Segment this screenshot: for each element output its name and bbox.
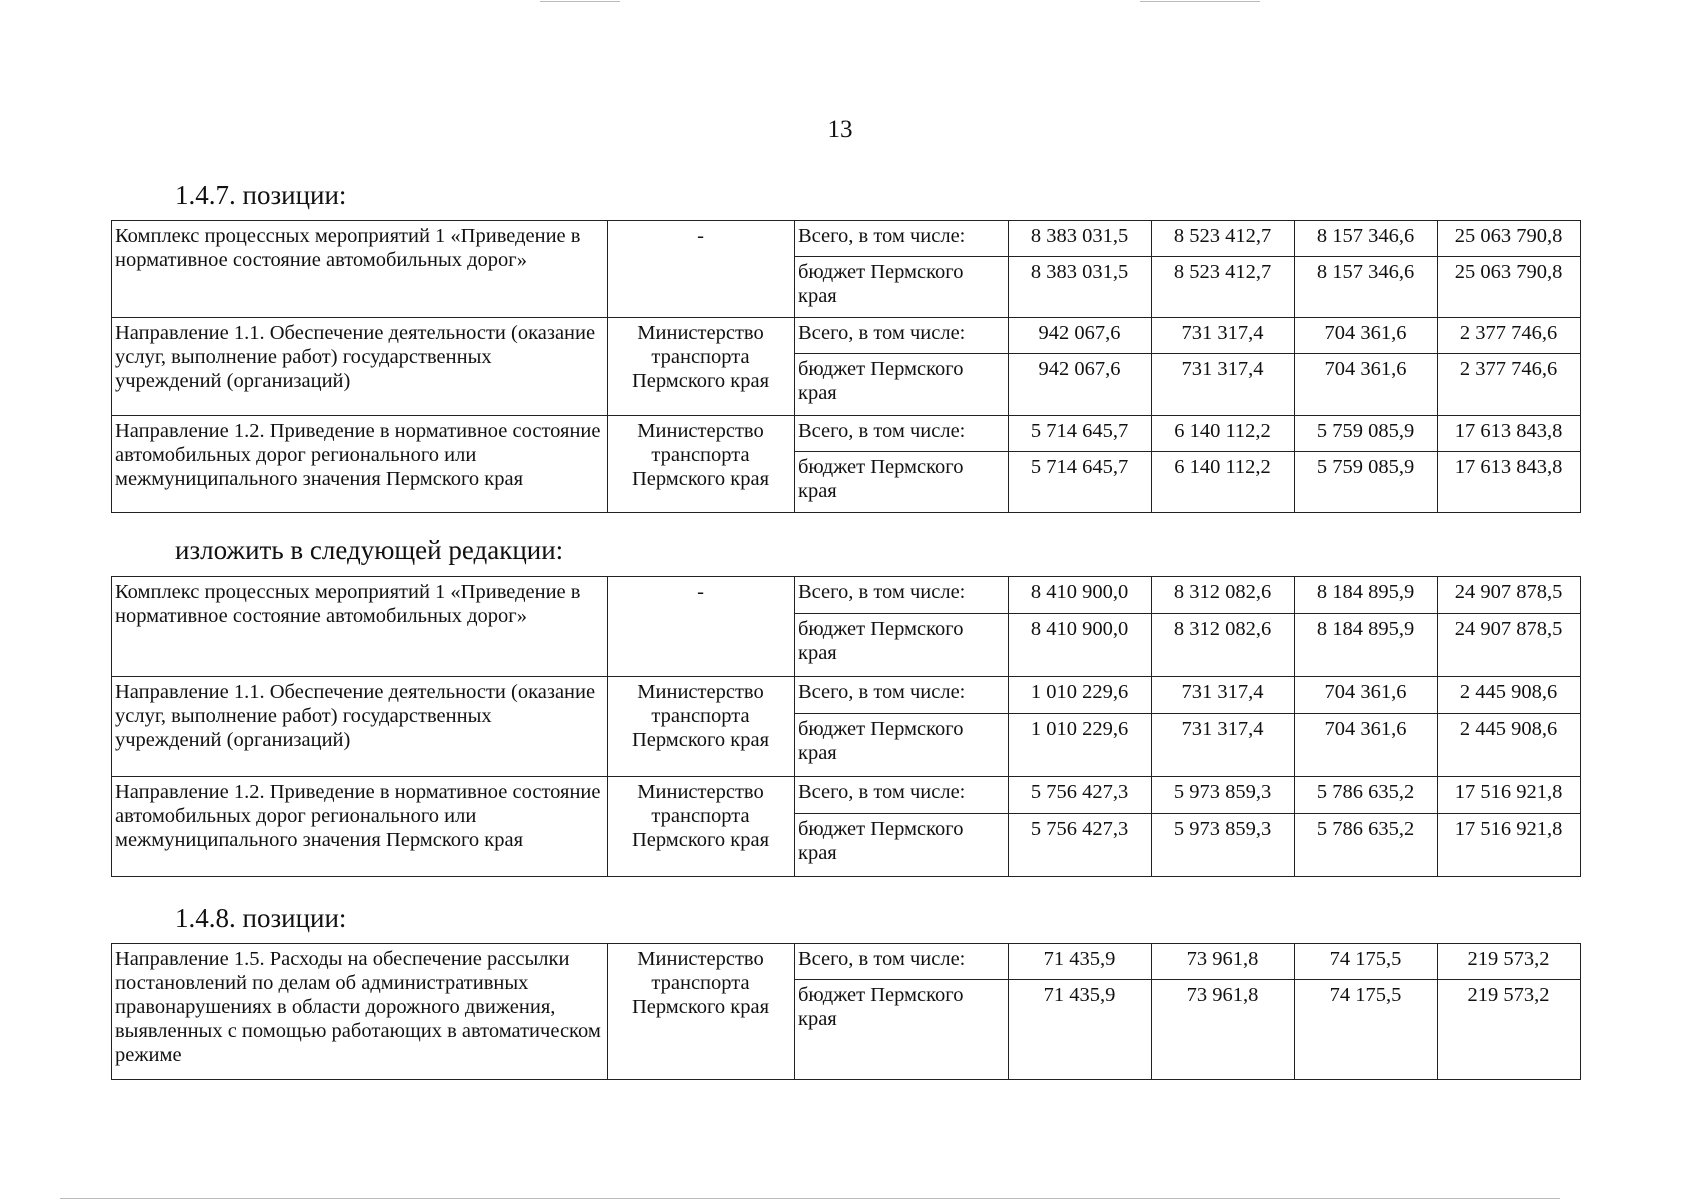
section-heading-1-4-7: 1.4.7. позиции: [175,180,347,210]
budget-label: бюджет Пермского края [795,814,1009,877]
value-cell: 2 445 908,6 [1438,714,1581,777]
total-label: Всего, в том числе: [795,944,1009,980]
row-responsible: - [608,221,795,318]
value-cell: 5 786 635,2 [1295,814,1438,877]
total-label: Всего, в том числе: [795,577,1009,614]
value-cell: 8 312 082,6 [1152,614,1295,677]
budget-label: бюджет Пермского края [795,354,1009,416]
value-cell: 731 317,4 [1152,354,1295,416]
value-cell: 24 907 878,5 [1438,577,1581,614]
row-name: Направление 1.2. Приведение в нормативное состояние автомобильных дорог регионального или межмуниципального значения Пермского края [112,777,608,877]
value-cell: 1 010 229,6 [1009,714,1152,777]
value-cell: 8 312 082,6 [1152,577,1295,614]
value-cell: 8 523 412,7 [1152,221,1295,257]
row-name: Направление 1.1. Обеспечение деятельности (оказание услуг, выполнение работ) государственных учреждений (организаций) [112,677,608,777]
value-cell: 8 410 900,0 [1009,577,1152,614]
value-cell: 219 573,2 [1438,980,1581,1080]
table-row [112,677,1581,714]
value-cell: 8 157 346,6 [1295,221,1438,257]
value-cell: 8 523 412,7 [1152,257,1295,318]
value-cell: 71 435,9 [1009,944,1152,980]
value-cell: 17 613 843,8 [1438,452,1581,513]
value-cell: 5 759 085,9 [1295,452,1438,513]
value-cell: 704 361,6 [1295,318,1438,354]
value-cell: 6 140 112,2 [1152,452,1295,513]
total-label: Всего, в том числе: [795,318,1009,354]
value-cell: 219 573,2 [1438,944,1581,980]
budget-label: бюджет Пермского края [795,714,1009,777]
value-cell: 5 973 859,3 [1152,814,1295,877]
table-row [112,416,1581,452]
value-cell: 942 067,6 [1009,354,1152,416]
row-name: Направление 1.2. Приведение в нормативное состояние автомобильных дорог регионального или межмуниципального значения Пермского края [112,416,608,513]
table-row [112,221,1581,257]
scan-artifact [1140,1,1260,2]
value-cell: 8 410 900,0 [1009,614,1152,677]
value-cell: 25 063 790,8 [1438,221,1581,257]
value-cell: 24 907 878,5 [1438,614,1581,677]
table-row [112,944,1581,980]
page-number: 13 [827,116,853,143]
value-cell: 5 714 645,7 [1009,452,1152,513]
value-cell: 5 714 645,7 [1009,416,1152,452]
value-cell: 1 010 229,6 [1009,677,1152,714]
value-cell: 17 516 921,8 [1438,814,1581,877]
row-responsible: - [608,577,795,677]
value-cell: 74 175,5 [1295,944,1438,980]
value-cell: 6 140 112,2 [1152,416,1295,452]
value-cell: 704 361,6 [1295,354,1438,416]
value-cell: 5 756 427,3 [1009,814,1152,877]
value-cell: 74 175,5 [1295,980,1438,1080]
value-cell: 5 759 085,9 [1295,416,1438,452]
row-responsible: Министерство транспорта Пермского края [608,677,795,777]
value-cell: 73 961,8 [1152,980,1295,1080]
value-cell: 2 377 746,6 [1438,318,1581,354]
row-responsible: Министерство транспорта Пермского края [608,416,795,513]
table-row [112,577,1581,614]
value-cell: 8 184 895,9 [1295,577,1438,614]
budget-label: бюджет Пермского края [795,257,1009,318]
budget-label: бюджет Пермского края [795,452,1009,513]
value-cell: 8 383 031,5 [1009,257,1152,318]
row-responsible: Министерство транспорта Пермского края [608,944,795,1080]
value-cell: 942 067,6 [1009,318,1152,354]
table-row [112,318,1581,354]
value-cell: 8 383 031,5 [1009,221,1152,257]
value-cell: 704 361,6 [1295,677,1438,714]
value-cell: 17 516 921,8 [1438,777,1581,814]
value-cell: 731 317,4 [1152,318,1295,354]
row-name: Направление 1.5. Расходы на обеспечение рассылки постановлений по делам об административных правонарушениях в области дорожного движения, выявленных с помощью работающих в автоматическом режиме [112,944,608,1080]
table-1-4-8-positions [111,943,1581,1080]
row-name: Направление 1.1. Обеспечение деятельности (оказание услуг, выполнение работ) государственных учреждений (организаций) [112,318,608,416]
value-cell: 8 184 895,9 [1295,614,1438,677]
value-cell: 71 435,9 [1009,980,1152,1080]
row-name: Комплекс процессных мероприятий 1 «Приведение в нормативное состояние автомобильных дорог» [112,221,608,318]
value-cell: 73 961,8 [1152,944,1295,980]
row-name: Комплекс процессных мероприятий 1 «Приведение в нормативное состояние автомобильных дорог» [112,577,608,677]
table-new-edition [111,576,1581,877]
section-heading-1-4-8: 1.4.8. позиции: [175,903,347,933]
total-label: Всего, в том числе: [795,777,1009,814]
row-responsible: Министерство транспорта Пермского края [608,318,795,416]
total-label: Всего, в том числе: [795,221,1009,257]
value-cell: 5 756 427,3 [1009,777,1152,814]
total-label: Всего, в том числе: [795,677,1009,714]
value-cell: 17 613 843,8 [1438,416,1581,452]
scan-artifact [540,1,620,2]
value-cell: 2 377 746,6 [1438,354,1581,416]
value-cell: 731 317,4 [1152,677,1295,714]
value-cell: 704 361,6 [1295,714,1438,777]
budget-label: бюджет Пермского края [795,614,1009,677]
table-old-positions [111,220,1581,513]
value-cell: 8 157 346,6 [1295,257,1438,318]
section-heading-new-edition: изложить в следующей редакции: [175,535,564,565]
row-responsible: Министерство транспорта Пермского края [608,777,795,877]
value-cell: 2 445 908,6 [1438,677,1581,714]
scan-artifact [60,1198,1560,1199]
budget-label: бюджет Пермского края [795,980,1009,1080]
value-cell: 25 063 790,8 [1438,257,1581,318]
value-cell: 5 786 635,2 [1295,777,1438,814]
total-label: Всего, в том числе: [795,416,1009,452]
table-row [112,777,1581,814]
value-cell: 5 973 859,3 [1152,777,1295,814]
value-cell: 731 317,4 [1152,714,1295,777]
